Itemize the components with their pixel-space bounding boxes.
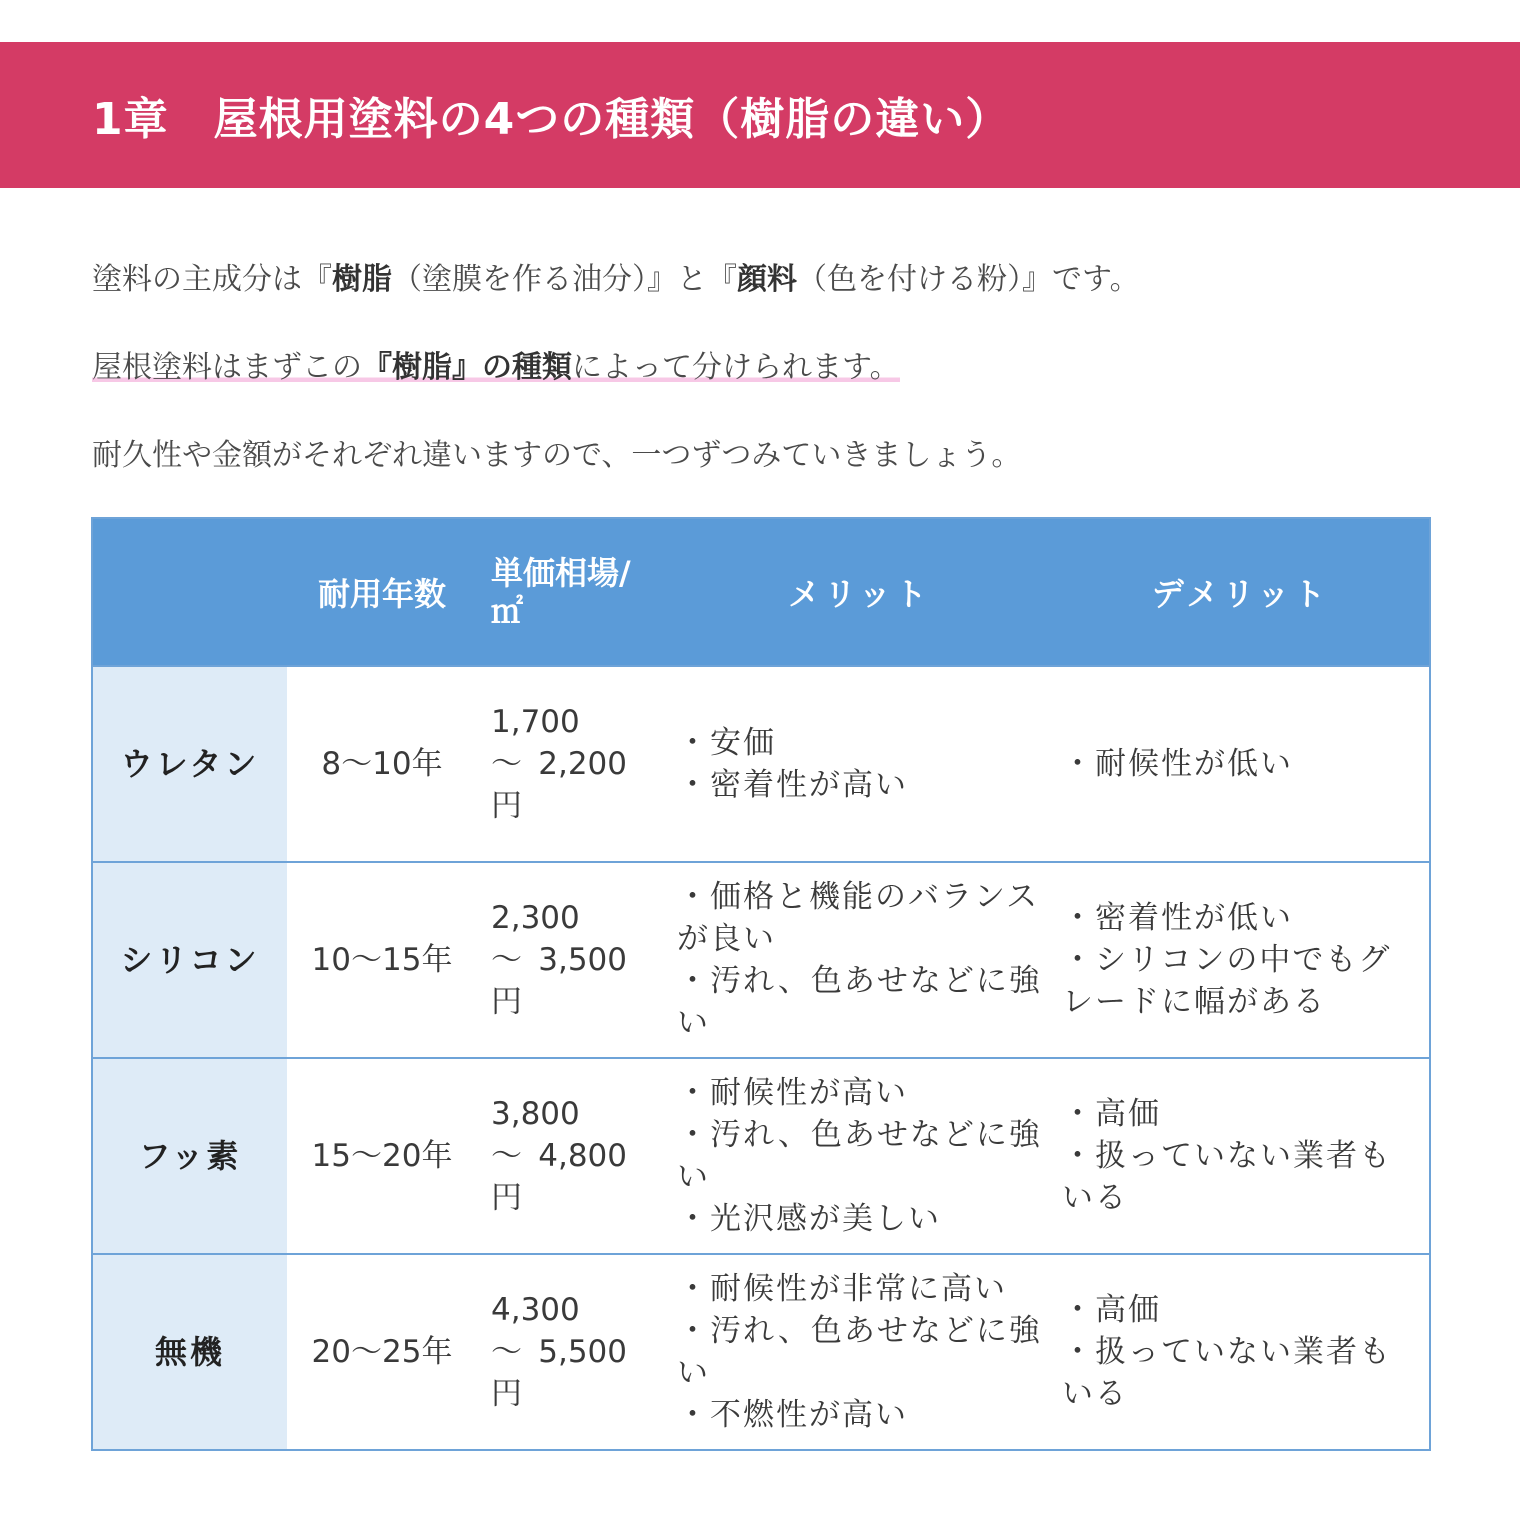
header-type (92, 518, 287, 666)
merit-cell: ・耐候性が高い ・汚れ、色あせなどに強い ・光沢感が美しい (667, 1058, 1052, 1254)
intro-p1-text-a: 塗料の主成分は『 (92, 262, 332, 297)
intro-p1-text-c: （塗膜を作る油分）』と『 (392, 262, 737, 297)
intro-p2-text-a: 屋根塗料はまずこの (92, 350, 362, 385)
table-row (92, 862, 1430, 1058)
durability-years-cell: 15〜20年 (287, 1058, 477, 1254)
unit-price-cell: 4,300 〜5,500円 (477, 1254, 667, 1450)
intro-p1-bold-pigment: 顔料 (737, 262, 797, 297)
header-years: 耐用年数 (287, 518, 477, 666)
demerit-cell: ・密着性が低い ・シリコンの中でもグレードに幅がある (1052, 862, 1430, 1058)
durability-years-cell: 10〜15年 (287, 862, 477, 1058)
paint-type-cell: 無機 (92, 1254, 287, 1450)
intro-paragraph-2 (92, 348, 900, 388)
unit-price-cell: 2,300 〜3,500円 (477, 862, 667, 1058)
intro-p1-bold-resin: 樹脂 (332, 262, 392, 297)
header-price: 単価相場/㎡ (477, 518, 667, 666)
merit-cell: ・価格と機能のバランスが良い ・汚れ、色あせなどに強い (667, 862, 1052, 1058)
intro-p1-text-e: （色を付ける粉）』です。 (797, 262, 1140, 297)
chapter-header (0, 42, 1520, 188)
paint-type-cell: フッ素 (92, 1058, 287, 1254)
merit-cell: ・安価 ・密着性が高い (667, 666, 1052, 862)
unit-price-cell: 3,800 〜4,800円 (477, 1058, 667, 1254)
intro-paragraph-1 (92, 260, 1140, 300)
paint-type-cell: シリコン (92, 862, 287, 1058)
demerit-cell: ・耐候性が低い (1052, 666, 1430, 862)
header-merit: メリット (667, 518, 1052, 666)
table-row (92, 666, 1430, 862)
highlight-marker (92, 350, 900, 385)
table-row (92, 1058, 1430, 1254)
durability-years-cell: 20〜25年 (287, 1254, 477, 1450)
header-demerit: デメリット (1052, 518, 1430, 666)
paint-comparison-table (91, 517, 1431, 1451)
durability-years-cell: 8〜10年 (287, 666, 477, 862)
table-header-row (92, 518, 1430, 666)
demerit-cell: ・高価 ・扱っていない業者もいる (1052, 1254, 1430, 1450)
chapter-title: 1章 屋根用塗料の4つの種類（樹脂の違い） (92, 94, 1011, 145)
intro-p2-text-c: によって分けられます。 (572, 350, 900, 385)
unit-price-cell: 1,700 〜2,200円 (477, 666, 667, 862)
paint-type-cell: ウレタン (92, 666, 287, 862)
merit-cell: ・耐候性が非常に高い ・汚れ、色あせなどに強い ・不燃性が高い (667, 1254, 1052, 1450)
table-row (92, 1254, 1430, 1450)
demerit-cell: ・高価 ・扱っていない業者もいる (1052, 1058, 1430, 1254)
intro-p2-bold: 『樹脂』の種類 (362, 350, 572, 385)
intro-paragraph-3: 耐久性や金額がそれぞれ違いますので、一つずつみていきましょう。 (92, 438, 1022, 473)
